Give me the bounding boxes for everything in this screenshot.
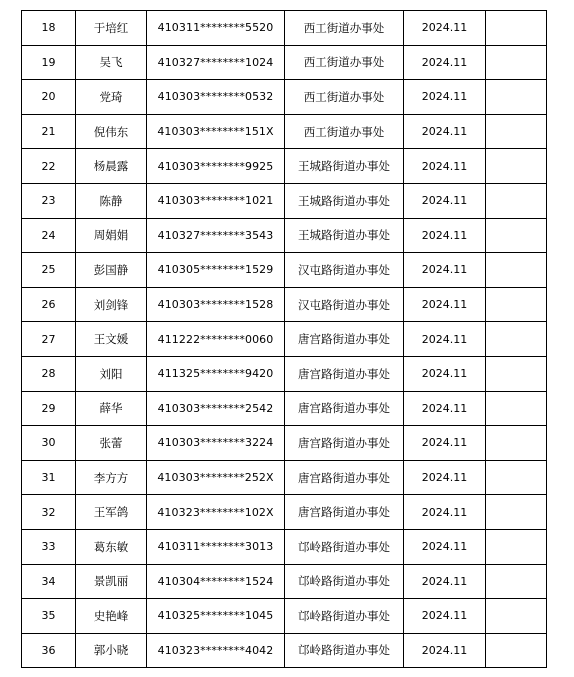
id-number-cell: 410327********1024 xyxy=(147,45,285,80)
date-cell: 2024.11 xyxy=(404,114,486,149)
date-cell: 2024.11 xyxy=(404,460,486,495)
table-row xyxy=(22,322,547,357)
row-number-cell: 22 xyxy=(22,149,76,184)
note-cell xyxy=(486,460,547,495)
row-number-cell: 32 xyxy=(22,495,76,530)
name-cell: 景凯丽 xyxy=(76,564,147,599)
note-cell xyxy=(486,149,547,184)
row-number-cell: 31 xyxy=(22,460,76,495)
name-cell: 张蕾 xyxy=(76,426,147,461)
table-row xyxy=(22,633,547,668)
id-number-cell: 410304********1524 xyxy=(147,564,285,599)
note-cell xyxy=(486,564,547,599)
row-number-cell: 19 xyxy=(22,45,76,80)
office-cell: 西工街道办事处 xyxy=(285,11,404,46)
row-number-cell: 18 xyxy=(22,11,76,46)
date-cell: 2024.11 xyxy=(404,149,486,184)
row-number-cell: 33 xyxy=(22,529,76,564)
office-cell: 唐宫路街道办事处 xyxy=(285,460,404,495)
row-number-cell: 36 xyxy=(22,633,76,668)
id-number-cell: 410303********2542 xyxy=(147,391,285,426)
name-cell: 王军鸽 xyxy=(76,495,147,530)
note-cell xyxy=(486,11,547,46)
office-cell: 唐宫路街道办事处 xyxy=(285,322,404,357)
id-number-cell: 410303********252X xyxy=(147,460,285,495)
note-cell xyxy=(486,599,547,634)
date-cell: 2024.11 xyxy=(404,287,486,322)
name-cell: 杨晨露 xyxy=(76,149,147,184)
id-number-cell: 410311********5520 xyxy=(147,11,285,46)
table-row xyxy=(22,253,547,288)
row-number-cell: 29 xyxy=(22,391,76,426)
name-cell: 薛华 xyxy=(76,391,147,426)
id-number-cell: 411325********9420 xyxy=(147,356,285,391)
id-number-cell: 410303********1528 xyxy=(147,287,285,322)
table-row xyxy=(22,599,547,634)
date-cell: 2024.11 xyxy=(404,599,486,634)
note-cell xyxy=(486,287,547,322)
date-cell: 2024.11 xyxy=(404,183,486,218)
row-number-cell: 27 xyxy=(22,322,76,357)
office-cell: 唐宫路街道办事处 xyxy=(285,391,404,426)
note-cell xyxy=(486,322,547,357)
id-number-cell: 410303********3224 xyxy=(147,426,285,461)
office-cell: 西工街道办事处 xyxy=(285,45,404,80)
table-row xyxy=(22,149,547,184)
name-cell: 倪伟东 xyxy=(76,114,147,149)
note-cell xyxy=(486,253,547,288)
name-cell: 李方方 xyxy=(76,460,147,495)
date-cell: 2024.11 xyxy=(404,11,486,46)
note-cell xyxy=(486,45,547,80)
date-cell: 2024.11 xyxy=(404,495,486,530)
table-row xyxy=(22,183,547,218)
id-number-cell: 410325********1045 xyxy=(147,599,285,634)
office-cell: 唐宫路街道办事处 xyxy=(285,356,404,391)
id-number-cell: 410303********0532 xyxy=(147,80,285,115)
roster-table-body xyxy=(22,11,547,668)
name-cell: 刘剑锋 xyxy=(76,287,147,322)
row-number-cell: 28 xyxy=(22,356,76,391)
table-row xyxy=(22,218,547,253)
id-number-cell: 410303********1021 xyxy=(147,183,285,218)
table-row xyxy=(22,80,547,115)
date-cell: 2024.11 xyxy=(404,426,486,461)
row-number-cell: 30 xyxy=(22,426,76,461)
row-number-cell: 34 xyxy=(22,564,76,599)
row-number-cell: 24 xyxy=(22,218,76,253)
date-cell: 2024.11 xyxy=(404,322,486,357)
note-cell xyxy=(486,80,547,115)
table-row xyxy=(22,495,547,530)
table-row xyxy=(22,391,547,426)
office-cell: 汉屯路街道办事处 xyxy=(285,287,404,322)
date-cell: 2024.11 xyxy=(404,80,486,115)
date-cell: 2024.11 xyxy=(404,218,486,253)
row-number-cell: 26 xyxy=(22,287,76,322)
office-cell: 邙岭路街道办事处 xyxy=(285,529,404,564)
note-cell xyxy=(486,218,547,253)
row-number-cell: 23 xyxy=(22,183,76,218)
note-cell xyxy=(486,183,547,218)
office-cell: 王城路街道办事处 xyxy=(285,183,404,218)
office-cell: 西工街道办事处 xyxy=(285,80,404,115)
office-cell: 唐宫路街道办事处 xyxy=(285,495,404,530)
date-cell: 2024.11 xyxy=(404,356,486,391)
name-cell: 于培红 xyxy=(76,11,147,46)
date-cell: 2024.11 xyxy=(404,253,486,288)
name-cell: 周娟娟 xyxy=(76,218,147,253)
id-number-cell: 410327********3543 xyxy=(147,218,285,253)
id-number-cell: 410303********9925 xyxy=(147,149,285,184)
name-cell: 吴飞 xyxy=(76,45,147,80)
table-row xyxy=(22,460,547,495)
office-cell: 唐宫路街道办事处 xyxy=(285,426,404,461)
id-number-cell: 410305********1529 xyxy=(147,253,285,288)
note-cell xyxy=(486,633,547,668)
id-number-cell: 410323********4042 xyxy=(147,633,285,668)
id-number-cell: 410303********151X xyxy=(147,114,285,149)
note-cell xyxy=(486,426,547,461)
name-cell: 史艳峰 xyxy=(76,599,147,634)
office-cell: 邙岭路街道办事处 xyxy=(285,599,404,634)
date-cell: 2024.11 xyxy=(404,45,486,80)
office-cell: 邙岭路街道办事处 xyxy=(285,564,404,599)
row-number-cell: 21 xyxy=(22,114,76,149)
note-cell xyxy=(486,529,547,564)
date-cell: 2024.11 xyxy=(404,564,486,599)
table-row xyxy=(22,114,547,149)
office-cell: 王城路街道办事处 xyxy=(285,218,404,253)
name-cell: 党琦 xyxy=(76,80,147,115)
id-number-cell: 411222********0060 xyxy=(147,322,285,357)
office-cell: 邙岭路街道办事处 xyxy=(285,633,404,668)
office-cell: 汉屯路街道办事处 xyxy=(285,253,404,288)
name-cell: 彭国静 xyxy=(76,253,147,288)
table-row xyxy=(22,529,547,564)
row-number-cell: 25 xyxy=(22,253,76,288)
note-cell xyxy=(486,114,547,149)
table-row xyxy=(22,356,547,391)
name-cell: 王文媛 xyxy=(76,322,147,357)
id-number-cell: 410323********102X xyxy=(147,495,285,530)
table-row xyxy=(22,287,547,322)
row-number-cell: 20 xyxy=(22,80,76,115)
date-cell: 2024.11 xyxy=(404,529,486,564)
table-row xyxy=(22,426,547,461)
date-cell: 2024.11 xyxy=(404,633,486,668)
table-row xyxy=(22,11,547,46)
note-cell xyxy=(486,356,547,391)
id-number-cell: 410311********3013 xyxy=(147,529,285,564)
office-cell: 王城路街道办事处 xyxy=(285,149,404,184)
row-number-cell: 35 xyxy=(22,599,76,634)
name-cell: 郭小晓 xyxy=(76,633,147,668)
name-cell: 陈静 xyxy=(76,183,147,218)
note-cell xyxy=(486,391,547,426)
roster-table xyxy=(21,10,547,668)
office-cell: 西工街道办事处 xyxy=(285,114,404,149)
name-cell: 葛东敏 xyxy=(76,529,147,564)
name-cell: 刘阳 xyxy=(76,356,147,391)
date-cell: 2024.11 xyxy=(404,391,486,426)
note-cell xyxy=(486,495,547,530)
table-row xyxy=(22,564,547,599)
table-row xyxy=(22,45,547,80)
